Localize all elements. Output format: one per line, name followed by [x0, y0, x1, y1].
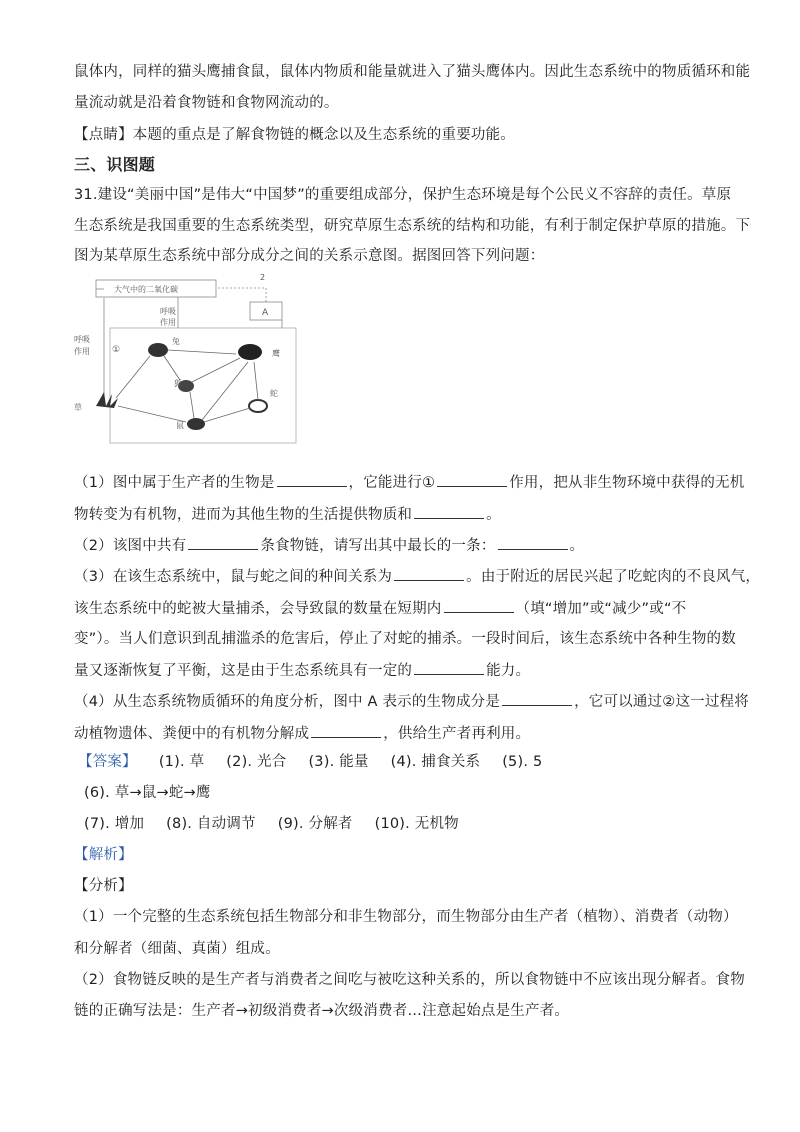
text: ，它能进行① — [348, 475, 436, 491]
question-text: 生态系统是我国重要的生态系统类型，研究草原生态系统的结构和功能，有利于制定保护草原的措施。下 — [74, 218, 751, 234]
fenxi-label: 【分析】 — [74, 878, 133, 894]
answer-blank[interactable] — [444, 598, 514, 613]
text: （2）该图中共有 — [74, 538, 187, 554]
question-text: 图为某草原生态系统中部分成分之间的关系示意图。据图回答下列问题： — [74, 248, 545, 264]
text-line: 量流动就是沿着食物链和食物网流动的。 — [74, 95, 339, 111]
answer-row-2 — [84, 783, 211, 803]
question-part-3 — [74, 566, 760, 587]
text: （3）在该生态系统中，鼠与蛇之间的种间关系为 — [74, 569, 393, 585]
analysis-text: （1）一个完整的生态系统包括生物部分和非生物部分，而生物部分由生产者（植物）、消费者（动物） — [74, 909, 738, 925]
answer-item: (3). 能量 — [308, 754, 369, 770]
question-part-1 — [74, 472, 744, 493]
rabbit-icon — [148, 343, 168, 357]
text: ，供给生产者再利用。 — [383, 726, 531, 742]
text: 物转变为有机物，进而为其他生物的生活提供物质和 — [74, 507, 413, 523]
snake-label: 蛇 — [270, 389, 278, 398]
text: 。由于附近的居民兴起了吃蛇肉的不良风气， — [466, 569, 761, 585]
text: 。 — [569, 538, 585, 554]
co2-label: 大气中的二氧化碳 — [114, 285, 178, 294]
circle-1-label: ① — [112, 345, 121, 355]
question-part-4 — [74, 691, 749, 712]
dianjing-note: 【点睛】本题的重点是了解食物链的概念以及生态系统的重要功能。 — [74, 127, 515, 143]
question-part-1-cont — [74, 504, 501, 525]
fox-label: 狐 — [174, 379, 182, 388]
question-part-2 — [74, 535, 584, 556]
rabbit-label: 兔 — [172, 337, 180, 346]
answer-item: (6). 草→鼠→蛇→鹰 — [84, 785, 211, 801]
answer-item: (7). 增加 — [84, 816, 145, 832]
answer-blank[interactable] — [414, 504, 484, 519]
resp-top-1: 呼吸 — [160, 307, 176, 316]
resp-left-2: 作用 — [74, 347, 90, 356]
resp-top-2: 作用 — [160, 318, 176, 327]
hawk-icon — [238, 344, 262, 360]
text: 量又逐渐恢复了平衡，这是由于生态系统具有一定的 — [74, 663, 413, 679]
answer-item: (2). 光合 — [226, 754, 287, 770]
circle-2-label: 2 — [260, 273, 266, 282]
question-part-3-cont — [74, 660, 530, 681]
answer-item: (9). 分解者 — [277, 816, 353, 832]
text: 作用，把从非生物环境中获得的无机 — [509, 475, 745, 491]
text: （1）图中属于生产者的生物是 — [74, 475, 275, 491]
text: 动植物遗体、粪便中的有机物分解成 — [74, 726, 310, 742]
section-heading: 三、识图题 — [74, 155, 156, 174]
answer-item: (10). 无机物 — [374, 816, 459, 832]
answer-item: (8). 自动调节 — [166, 816, 256, 832]
grass-label: 草 — [74, 403, 82, 412]
answer-row-1 — [78, 752, 564, 772]
text: 条食物链，请写出其中最长的一条： — [260, 538, 496, 554]
answer-item: (4). 捕食关系 — [390, 754, 481, 770]
question-part-3-cont: 变”）。当人们意识到乱捕滥杀的危害后，停止了对蛇的捕杀。一段时间后，该生态系统中各种生物的数 — [74, 631, 736, 647]
text: 。 — [486, 507, 501, 523]
ecosystem-diagram — [74, 268, 309, 458]
answer-item: (5). 5 — [502, 754, 543, 770]
analysis-text: 和分解者（细菌、真菌）组成。 — [74, 941, 280, 957]
answer-blank[interactable] — [311, 723, 381, 738]
answer-blank[interactable] — [502, 691, 572, 706]
answer-item: (1). 草 — [158, 754, 205, 770]
analysis-text: 链的正确写法是：生产者→初级消费者→次级消费者…注意起始点是生产者。 — [74, 1003, 570, 1019]
mouse-label: 鼠 — [176, 421, 184, 430]
jiexi-label: 【解析】 — [74, 847, 133, 863]
analysis-text: （2）食物链反映的是生产者与消费者之间吃与被吃这种关系的，所以食物链中不应该出现分解者。食物 — [74, 972, 745, 988]
question-part-3-cont — [74, 598, 686, 619]
question-part-4-cont — [74, 723, 530, 744]
resp-left-1: 呼吸 — [74, 335, 90, 344]
snake-icon — [249, 400, 267, 412]
answer-blank[interactable] — [414, 660, 484, 675]
text: ，它可以通过②这一过程将 — [574, 694, 749, 710]
answer-blank[interactable] — [277, 472, 347, 487]
text: （填“增加”或“减少”或“不 — [515, 601, 687, 617]
question-text: 31.建设“美丽中国”是伟大“中国梦”的重要组成部分，保护生态环境是每个公民义不容辞的责任。草原 — [74, 187, 732, 203]
answer-row-3 — [84, 814, 481, 834]
answer-blank[interactable] — [437, 472, 507, 487]
text: （4）从生态系统物质循环的角度分析，图中 A 表示的生物成分是 — [74, 694, 501, 710]
answer-blank[interactable] — [498, 535, 568, 550]
answer-blank[interactable] — [394, 566, 464, 581]
hawk-label: 鹰 — [272, 349, 280, 358]
decomposer-label: A — [262, 308, 269, 318]
grass-icon — [96, 392, 118, 408]
text: 该生态系统中的蛇被大量捕杀，会导致鼠的数量在短期内 — [74, 601, 442, 617]
answer-label: 【答案】 — [78, 754, 137, 770]
text: 能力。 — [486, 663, 531, 679]
text-line: 鼠体内，同样的猫头鹰捕食鼠，鼠体内物质和能量就进入了猫头鹰体内。因此生态系统中的物质循环和能 — [74, 64, 751, 80]
answer-blank[interactable] — [188, 535, 258, 550]
